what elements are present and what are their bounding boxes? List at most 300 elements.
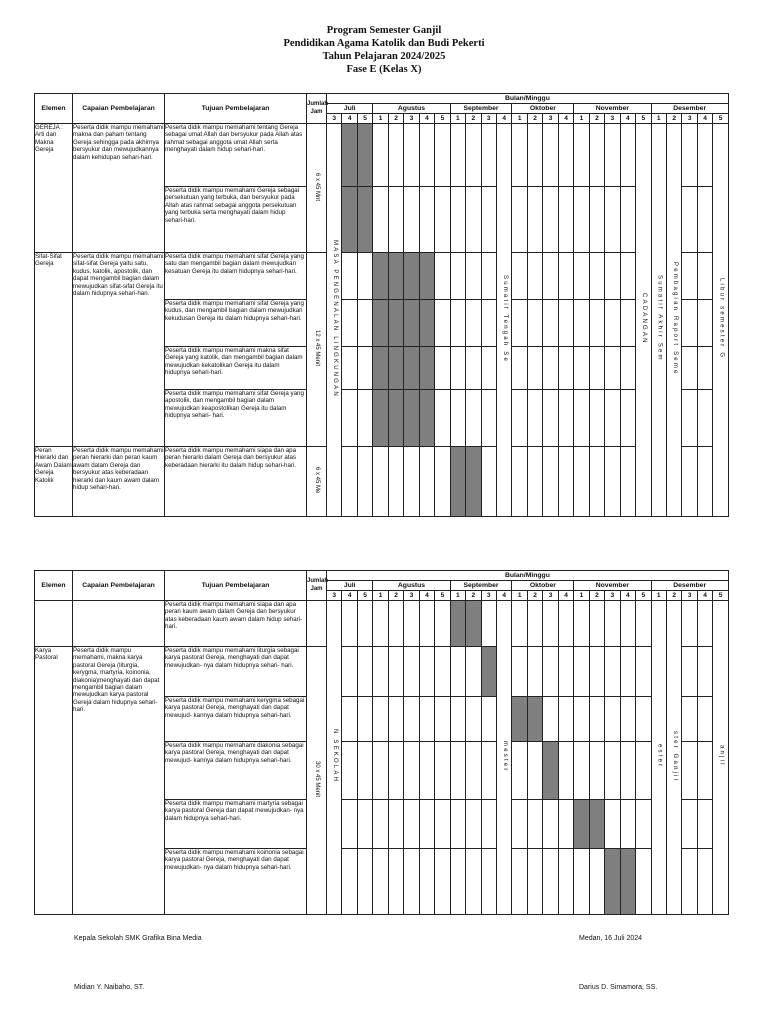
week-cell xyxy=(682,697,697,742)
week-cell xyxy=(527,800,542,849)
header-week: 2 xyxy=(466,114,481,124)
week-cell xyxy=(620,253,635,300)
title-line-3: Tahun Pelajaran 2024/2025 xyxy=(322,51,446,62)
header-month: September xyxy=(450,581,512,591)
header-elemen: Elemen xyxy=(35,94,73,124)
week-cell xyxy=(404,601,419,647)
week-cell xyxy=(589,742,604,800)
week-cell xyxy=(419,253,434,300)
week-cell xyxy=(466,390,481,447)
week-cell xyxy=(357,601,372,647)
week-cell xyxy=(481,187,496,253)
week-cell xyxy=(697,347,712,390)
week-cell xyxy=(682,253,697,300)
week-cell xyxy=(605,300,620,347)
week-cell xyxy=(543,697,558,742)
header-capaian: Capaian Pembelajaran xyxy=(73,571,165,601)
week-cell xyxy=(543,742,558,800)
sumatif-tengah-label-continued xyxy=(496,601,511,915)
header-week: 4 xyxy=(496,591,511,601)
week-cell xyxy=(543,124,558,187)
week-cell xyxy=(450,187,465,253)
week-cell xyxy=(682,187,697,253)
week-cell xyxy=(466,742,481,800)
week-cell xyxy=(682,849,697,915)
mpls-label-text: MASA PENGENALAN LINGKUNGAN xyxy=(331,239,338,398)
week-cell xyxy=(574,447,589,517)
week-cell xyxy=(357,300,372,347)
week-cell xyxy=(419,697,434,742)
week-cell xyxy=(636,742,651,800)
week-cell xyxy=(620,300,635,347)
week-cell xyxy=(342,800,357,849)
schedule-table-page-2 xyxy=(34,570,729,915)
tujuan-cell: Peserta didik mampu memahami koinonia sebagai karya pastoral Gereja, menghayati dan dapat mewujudkan- nya dalam hidupnya sehari-hari. xyxy=(165,849,307,915)
week-cell xyxy=(404,124,419,187)
week-cell xyxy=(697,742,712,800)
week-cell xyxy=(357,447,372,517)
header-week: 4 xyxy=(342,591,357,601)
tujuan-cell: Peserta didik mampu memahami sifat Gereja yang apostolik, dan mengambil bagian dalam mewujudkan keapostolikan Gereja itu dalam hidupnya sehari- hari. xyxy=(165,390,307,447)
header-capaian: Capaian Pembelajaran xyxy=(73,94,165,124)
libur-semester-label xyxy=(713,124,728,517)
sumatif-tengah-label xyxy=(496,124,511,517)
week-cell xyxy=(419,647,434,697)
week-cell xyxy=(342,447,357,517)
mpls-label xyxy=(327,124,342,517)
header-week: 4 xyxy=(558,591,573,601)
header-month: Oktober xyxy=(512,104,574,114)
week-cell xyxy=(605,601,620,647)
week-cell xyxy=(388,697,403,742)
week-cell xyxy=(574,253,589,300)
week-cell xyxy=(527,849,542,915)
header-week: 3 xyxy=(327,114,342,124)
header-month: Agustus xyxy=(373,581,450,591)
week-cell xyxy=(574,697,589,742)
cadangan-label-text: CADANGAN xyxy=(640,292,647,345)
week-cell xyxy=(466,647,481,697)
header-week: 5 xyxy=(357,114,372,124)
title-line-4: Fase E (Kelas X) xyxy=(346,64,422,75)
week-cell xyxy=(512,849,527,915)
week-cell xyxy=(342,390,357,447)
week-cell xyxy=(357,253,372,300)
jam-cell xyxy=(307,447,327,517)
tujuan-cell: Peserta didik mampu memahami tentang Gereja sebagai umat Allah dan bersyukur pada Allah atas rahmat sebagai anggota umat Allah serta menghayati dalam hidup sehari-hari. xyxy=(165,124,307,187)
week-cell xyxy=(543,253,558,300)
header-week: 1 xyxy=(450,591,465,601)
header-week: 4 xyxy=(697,114,712,124)
week-cell xyxy=(636,800,651,849)
header-week: 2 xyxy=(589,114,604,124)
week-cell xyxy=(450,849,465,915)
week-cell xyxy=(450,697,465,742)
capaian-cell: Peserta didik mampu memahami makna dan paham tentang Gereja sehingga pada akhirnya bersyukur dan mewujudkannya dalam kehidupan sehari-hari. xyxy=(73,124,165,253)
week-cell xyxy=(527,187,542,253)
week-cell xyxy=(605,187,620,253)
tujuan-cell: Peserta didik mampu memahami sifat Gereja yang satu dan mengambil bagian dalam mewujudkan kesatuan Gereja itu dalam hidupnya sehari-hari. xyxy=(165,253,307,300)
week-cell xyxy=(419,800,434,849)
tujuan-cell: Peserta didik mampu memahami siapa dan apa peran kaum awam dalam Gereja dan bersyukur atas keberadaan kaum awam dalam hidup sehari-hari. xyxy=(165,601,307,647)
week-cell xyxy=(589,447,604,517)
week-cell xyxy=(527,447,542,517)
week-cell xyxy=(682,742,697,800)
week-cell xyxy=(543,347,558,390)
week-cell xyxy=(373,742,388,800)
week-cell xyxy=(589,697,604,742)
week-cell xyxy=(558,697,573,742)
week-cell xyxy=(697,697,712,742)
week-cell xyxy=(435,253,450,300)
week-cell xyxy=(558,601,573,647)
week-cell xyxy=(450,601,465,647)
week-cell xyxy=(620,124,635,187)
elemen-cell: GEREJA : Arti dan Makna Gereja xyxy=(35,124,73,253)
title-line-1: Program Semester Ganjil xyxy=(326,25,442,36)
week-cell xyxy=(373,697,388,742)
capaian-cell: Peserta didik mampu memahami sifat-sifat Gereja yaitu satu, kudus, katolik, apostolik, dan dapat mengambil bagian dalam mewujudkan sifat-sifat Gereja itu dalam hidupnya sehari-hari. xyxy=(73,253,165,447)
week-cell xyxy=(558,187,573,253)
jam-cell xyxy=(307,124,327,253)
week-cell xyxy=(435,124,450,187)
week-cell xyxy=(404,390,419,447)
header-week: 4 xyxy=(419,591,434,601)
week-cell xyxy=(357,187,372,253)
week-cell xyxy=(574,647,589,697)
week-cell xyxy=(574,300,589,347)
title-line-2: Pendidikan Agama Katolik dan Budi Pekerti xyxy=(283,38,485,49)
sumatif-akhir-label-text: Sumatif Akhir Sem xyxy=(656,275,663,363)
week-cell xyxy=(697,800,712,849)
elemen-cell: Peran Hierarki dan Awam Dalam Gereja Katolik xyxy=(35,447,73,517)
week-cell xyxy=(589,601,604,647)
week-cell xyxy=(435,347,450,390)
week-cell xyxy=(388,347,403,390)
header-month: Desember xyxy=(651,581,728,591)
week-cell xyxy=(373,124,388,187)
week-cell xyxy=(450,447,465,517)
header-week: 3 xyxy=(404,591,419,601)
header-week: 1 xyxy=(373,591,388,601)
week-cell xyxy=(589,300,604,347)
header-week: 1 xyxy=(574,591,589,601)
pembagian-raport-label-continued-text: ster Ganjil xyxy=(671,730,678,782)
table-row xyxy=(35,601,729,647)
week-cell xyxy=(466,253,481,300)
week-cell xyxy=(558,447,573,517)
week-cell xyxy=(419,124,434,187)
week-cell xyxy=(450,800,465,849)
week-cell xyxy=(558,300,573,347)
week-cell xyxy=(697,187,712,253)
pembagian-raport-label-text: Pembagian Raport Seme xyxy=(671,262,678,376)
sumatif-akhir-label-continued xyxy=(651,601,666,915)
week-cell xyxy=(373,849,388,915)
week-cell xyxy=(419,187,434,253)
header-week: 4 xyxy=(342,114,357,124)
week-cell xyxy=(342,300,357,347)
libur-semester-label-text: Libur semester G xyxy=(718,278,725,360)
week-cell xyxy=(527,347,542,390)
header-tujuan: Tujuan Pembelajaran xyxy=(165,94,307,124)
week-cell xyxy=(543,601,558,647)
header-week: 4 xyxy=(620,114,635,124)
elemen-cell: Karya Pastoral xyxy=(35,647,73,915)
week-cell xyxy=(342,697,357,742)
week-cell xyxy=(697,300,712,347)
week-cell xyxy=(373,390,388,447)
week-cell xyxy=(419,390,434,447)
week-cell xyxy=(543,447,558,517)
week-cell xyxy=(481,697,496,742)
week-cell xyxy=(682,647,697,697)
header-tujuan: Tujuan Pembelajaran xyxy=(165,571,307,601)
week-cell xyxy=(388,742,403,800)
week-cell xyxy=(419,347,434,390)
week-cell xyxy=(357,697,372,742)
sumatif-tengah-label-continued-text: mester xyxy=(501,740,508,773)
header-month: November xyxy=(574,581,651,591)
week-cell xyxy=(620,187,635,253)
week-cell xyxy=(682,300,697,347)
week-cell xyxy=(636,601,651,647)
week-cell xyxy=(589,187,604,253)
week-cell xyxy=(481,390,496,447)
week-cell xyxy=(512,800,527,849)
week-cell xyxy=(388,300,403,347)
header-week: 2 xyxy=(388,114,403,124)
week-cell xyxy=(373,647,388,697)
schedule-table-page-1 xyxy=(34,93,729,517)
week-cell xyxy=(342,347,357,390)
elemen-cell xyxy=(35,601,73,647)
header-week: 2 xyxy=(666,114,681,124)
week-cell xyxy=(574,601,589,647)
week-cell xyxy=(357,347,372,390)
week-cell xyxy=(373,800,388,849)
elemen-cell: Sifat-Sifat Gereja xyxy=(35,253,73,447)
week-cell xyxy=(620,800,635,849)
header-jumlah-jam: Jumlah Jam xyxy=(307,571,327,601)
header-week: 4 xyxy=(620,591,635,601)
header-week: 5 xyxy=(636,114,651,124)
week-cell xyxy=(527,390,542,447)
week-cell xyxy=(435,601,450,647)
week-cell xyxy=(605,697,620,742)
week-cell xyxy=(558,390,573,447)
week-cell xyxy=(481,647,496,697)
week-cell xyxy=(466,347,481,390)
header-month: Desember xyxy=(651,104,728,114)
principal-title: Kepala Sekolah SMK Grafika Bina Media xyxy=(74,935,202,942)
week-cell xyxy=(605,390,620,447)
week-cell xyxy=(697,647,712,697)
week-cell xyxy=(388,124,403,187)
week-cell xyxy=(450,347,465,390)
week-cell xyxy=(373,300,388,347)
header-week: 5 xyxy=(435,114,450,124)
week-cell xyxy=(574,742,589,800)
week-cell xyxy=(574,849,589,915)
header-week: 5 xyxy=(713,591,728,601)
week-cell xyxy=(574,800,589,849)
teacher-name: Darius D. Simamora, SS. xyxy=(579,984,658,991)
tujuan-cell: Peserta didik mampu memahami makna sifat Gereja yang katolik, dan mengambil bagian dalam mewujudkan kekatolikan Gereja itu dalam hidupnya sehari-hari. xyxy=(165,347,307,390)
week-cell xyxy=(342,253,357,300)
week-cell xyxy=(342,647,357,697)
header-week: 1 xyxy=(651,591,666,601)
week-cell xyxy=(682,447,697,517)
header-week: 1 xyxy=(651,114,666,124)
week-cell xyxy=(682,601,697,647)
week-cell xyxy=(543,187,558,253)
header-month: November xyxy=(574,104,651,114)
week-cell xyxy=(605,347,620,390)
week-cell xyxy=(388,647,403,697)
week-cell xyxy=(620,347,635,390)
week-cell xyxy=(435,187,450,253)
week-cell xyxy=(450,647,465,697)
week-cell xyxy=(574,347,589,390)
week-cell xyxy=(419,601,434,647)
header-week: 1 xyxy=(373,114,388,124)
week-cell xyxy=(620,390,635,447)
week-cell xyxy=(589,253,604,300)
week-cell xyxy=(543,849,558,915)
week-cell xyxy=(527,601,542,647)
header-bulan-minggu: Bulan/Minggu xyxy=(327,571,729,581)
week-cell xyxy=(682,800,697,849)
sumatif-akhir-label xyxy=(651,124,666,517)
table-row xyxy=(35,253,729,300)
week-cell xyxy=(682,347,697,390)
week-cell xyxy=(481,742,496,800)
week-cell xyxy=(682,124,697,187)
week-cell xyxy=(589,647,604,697)
week-cell xyxy=(481,347,496,390)
week-cell xyxy=(636,697,651,742)
header-week: 3 xyxy=(481,114,496,124)
week-cell xyxy=(388,390,403,447)
header-week: 2 xyxy=(527,591,542,601)
week-cell xyxy=(342,742,357,800)
tujuan-cell: Peserta didik mampu memahami kerygma sebagai karya pastoral Gereja, menghayati dan dapat mewujud- kannya dalam hidupnya sehari-hari. xyxy=(165,697,307,742)
tujuan-cell: Peserta didik mampu memahami siapa dan apa peran hierarki dalam Gereja dan bersyukur atas keberadaan hierarki itu dalam hidup sehari-hari. xyxy=(165,447,307,517)
week-cell xyxy=(435,647,450,697)
header-week: 2 xyxy=(527,114,542,124)
week-cell xyxy=(481,253,496,300)
table-row xyxy=(35,447,729,517)
tujuan-cell: Peserta didik mampu memahami liturgia sebagai karya pastoral Gereja, menghayati dan dapat mewujudkan- nya dalam hidupnya sehari- hari. xyxy=(165,647,307,697)
header-week: 5 xyxy=(636,591,651,601)
week-cell xyxy=(558,800,573,849)
week-cell xyxy=(620,697,635,742)
week-cell xyxy=(481,447,496,517)
week-cell xyxy=(512,697,527,742)
week-cell xyxy=(512,253,527,300)
principal-name: Midian Y. Naibaho, ST. xyxy=(74,984,145,991)
week-cell xyxy=(620,647,635,697)
header-week: 4 xyxy=(558,114,573,124)
capaian-cell: Peserta didik mampu memahami, makna karya pastoral Gereja (liturgia, kerygma, martyria, koinonia, diakonia)menghayati dan dapat mengambil bagian dalam mewujudkan karya pastoral Gereja dalam hidupnya sehari-hari. xyxy=(73,647,165,915)
jam-text: 12 x 45 Menit xyxy=(314,330,321,367)
week-cell xyxy=(697,849,712,915)
week-cell xyxy=(373,187,388,253)
week-cell xyxy=(636,849,651,915)
header-week: 2 xyxy=(589,591,604,601)
week-cell xyxy=(435,849,450,915)
week-cell xyxy=(404,742,419,800)
week-cell xyxy=(404,849,419,915)
libur-semester-label-continued xyxy=(713,601,728,915)
header-month: Juli xyxy=(327,581,373,591)
week-cell xyxy=(419,300,434,347)
header-jumlah-jam: Jumlah Jam xyxy=(307,94,327,124)
week-cell xyxy=(512,187,527,253)
week-cell xyxy=(558,647,573,697)
week-cell xyxy=(512,647,527,697)
header-week: 2 xyxy=(666,591,681,601)
week-cell xyxy=(342,849,357,915)
week-cell xyxy=(373,447,388,517)
week-cell xyxy=(527,647,542,697)
week-cell xyxy=(605,742,620,800)
header-week: 4 xyxy=(419,114,434,124)
week-cell xyxy=(697,390,712,447)
week-cell xyxy=(466,601,481,647)
week-cell xyxy=(589,849,604,915)
week-cell xyxy=(357,124,372,187)
mpls-label-continued-text: N SEKOLAH xyxy=(331,729,338,784)
week-cell xyxy=(512,447,527,517)
pembagian-raport-label-continued xyxy=(666,601,681,915)
week-cell xyxy=(357,849,372,915)
header-week: 3 xyxy=(404,114,419,124)
week-cell xyxy=(357,647,372,697)
week-cell xyxy=(435,800,450,849)
header-week: 4 xyxy=(496,114,511,124)
week-cell xyxy=(466,300,481,347)
week-cell xyxy=(419,742,434,800)
week-cell xyxy=(466,447,481,517)
week-cell xyxy=(512,124,527,187)
capaian-cell xyxy=(73,601,165,647)
week-cell xyxy=(512,601,527,647)
week-cell xyxy=(450,253,465,300)
week-cell xyxy=(527,253,542,300)
week-cell xyxy=(543,647,558,697)
week-cell xyxy=(636,647,651,697)
libur-semester-label-continued-text: anjil xyxy=(718,745,725,768)
week-cell xyxy=(481,300,496,347)
header-week: 2 xyxy=(466,591,481,601)
cadangan-label xyxy=(636,124,651,517)
header-month: September xyxy=(450,104,512,114)
pembagian-raport-label xyxy=(666,124,681,517)
jam-cell xyxy=(307,253,327,447)
week-cell xyxy=(605,800,620,849)
date-place: Medan, 16 Juli 2024 xyxy=(579,935,643,942)
week-cell xyxy=(435,742,450,800)
week-cell xyxy=(404,253,419,300)
week-cell xyxy=(435,447,450,517)
week-cell xyxy=(388,849,403,915)
week-cell xyxy=(404,447,419,517)
week-cell xyxy=(388,601,403,647)
week-cell xyxy=(574,187,589,253)
header-week: 3 xyxy=(605,114,620,124)
